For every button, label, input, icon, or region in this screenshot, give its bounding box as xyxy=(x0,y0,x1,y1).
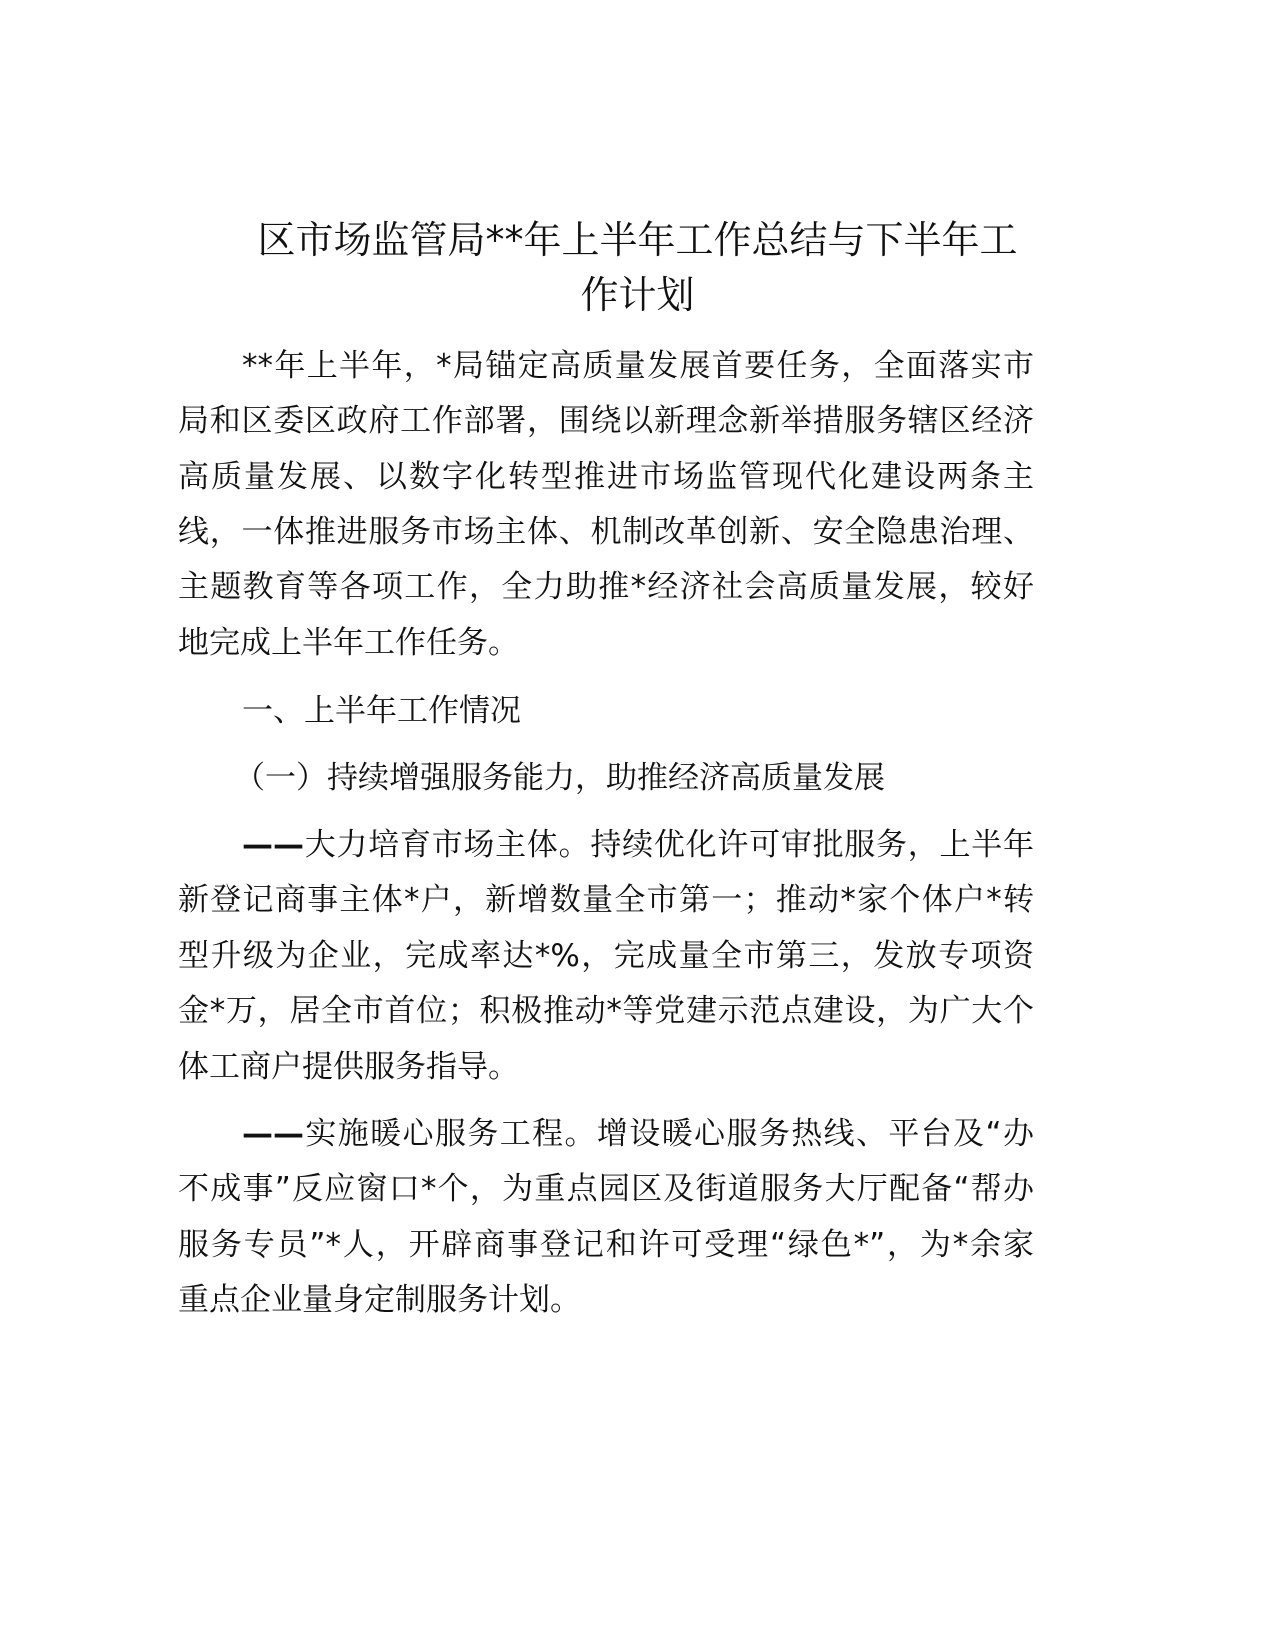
text-line: 不成事”反应窗口*个，为重点园区及街道服务大厅配备“帮办 xyxy=(178,1171,1034,1207)
section-heading: 一、上半年工作情况 xyxy=(242,693,521,729)
text-line: 服务专员”*人，开辟商事登记和许可受理“绿色*”，为*余家 xyxy=(178,1227,1034,1263)
text-line: 新登记商事主体*户，新增数量全市第一；推动*家个体户*转 xyxy=(178,882,1034,918)
document-title-line-1: 区市场监管局**年上半年工作总结与下半年工 xyxy=(257,218,1018,262)
em-dash: —— xyxy=(242,1116,304,1152)
subsection-heading: （一）持续增强服务能力，助推经济高质量发展 xyxy=(234,760,885,796)
text-line xyxy=(178,1114,1034,1154)
text-line: 主题教育等各项工作，全力助推*经济社会高质量发展，较好 xyxy=(178,569,1034,605)
document-title-line-2: 作计划 xyxy=(580,273,695,317)
text-line: 型升级为企业，完成率达*%，完成量全市第三，发放专项资 xyxy=(178,938,1034,974)
em-dash: —— xyxy=(242,827,304,863)
text-line xyxy=(178,825,1034,865)
text-line: 重点企业量身定制服务计划。 xyxy=(178,1282,581,1318)
text-line: 局和区委区政府工作部署，围绕以新理念新举措服务辖区经济 xyxy=(178,403,1034,439)
text-line: 线，一体推进服务市场主体、机制改革创新、安全隐患治理、 xyxy=(178,514,1034,550)
text-line: 体工商户提供服务指导。 xyxy=(178,1049,519,1085)
text-line: 地完成上半年工作任务。 xyxy=(178,625,519,661)
text-line-content: 实施暖心服务工程。增设暖心服务热线、平台及“办 xyxy=(304,1116,1034,1152)
text-line: 金*万，居全市首位；积极推动*等党建示范点建设，为广大个 xyxy=(178,993,1034,1029)
text-line: 高质量发展、以数字化转型推进市场监管现代化建设两条主 xyxy=(178,459,1034,495)
text-line: **年上半年，*局锚定高质量发展首要任务，全面落实市 xyxy=(242,348,1034,384)
text-line-content: 大力培育市场主体。持续优化许可审批服务，上半年 xyxy=(304,827,1034,863)
